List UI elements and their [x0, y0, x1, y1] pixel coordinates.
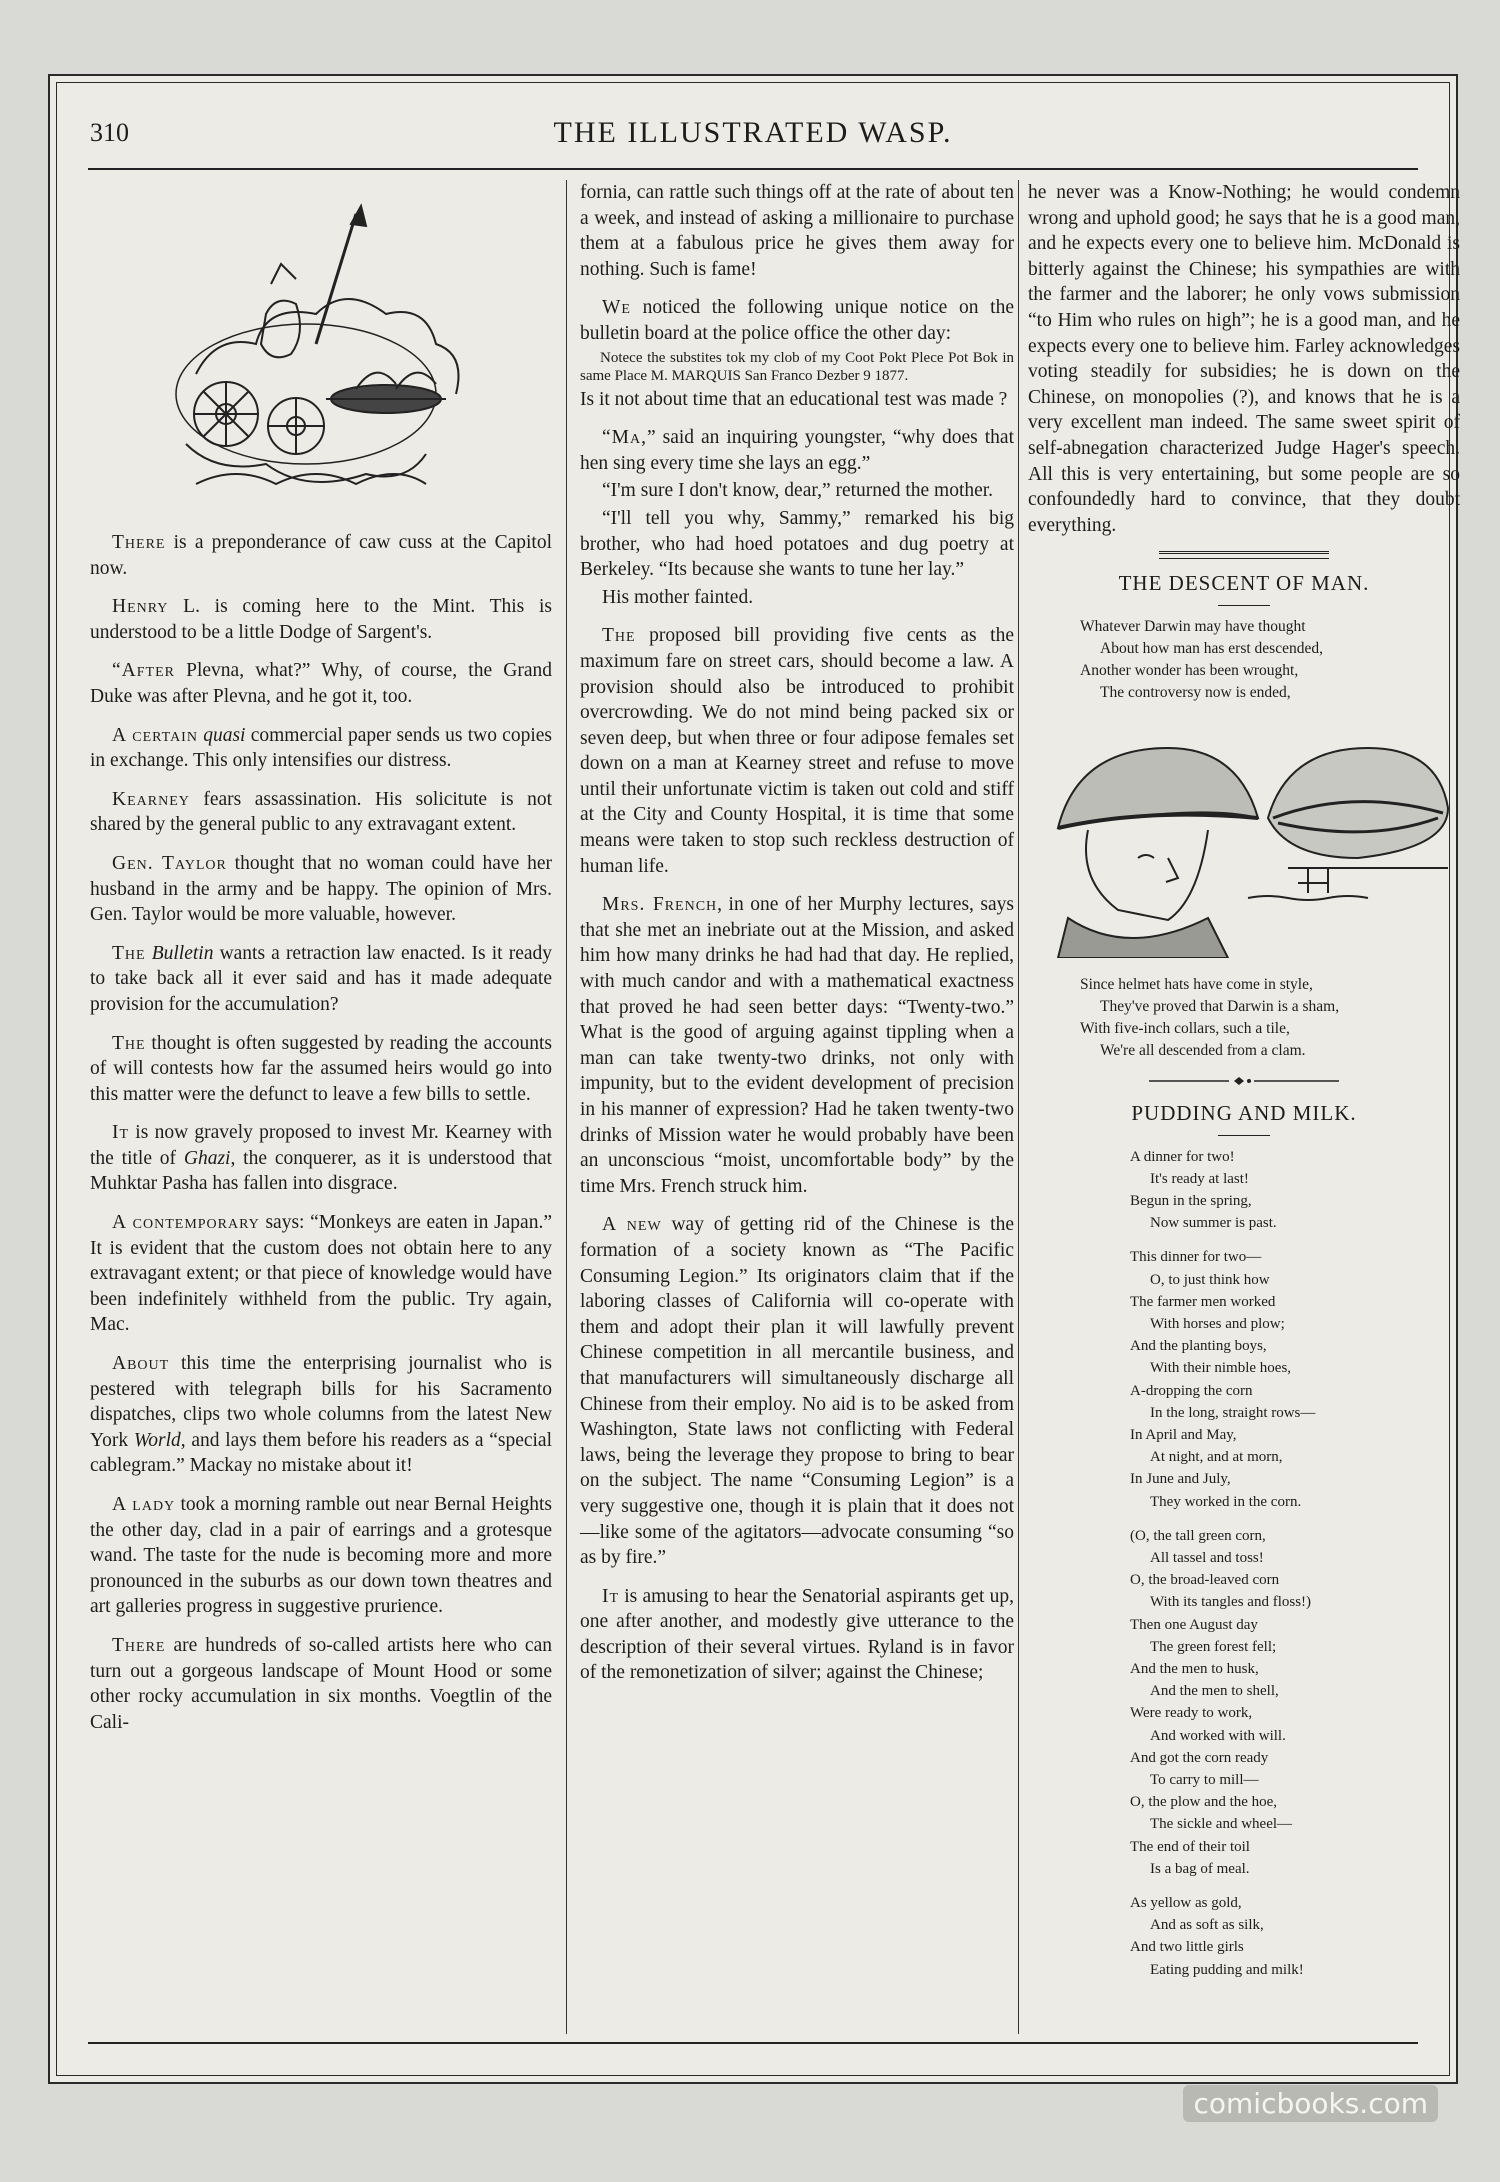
newspaper-page — [48, 74, 1458, 2084]
poem-line: Then one August day — [1130, 1616, 1258, 1633]
poem-line: (O, the tall green corn, — [1130, 1527, 1266, 1544]
paragraph-text: way of getting rid of the Chinese is the formation of a society known as “The Pacific Consuming Legion.” Its originators claim that if the laboring classes of California will co-operate with them and adopt their plan it will lawfully prevent Chinese competition in all mercantile business, and that manufacturers will simultaneously discharge all Chinese from their employ. No aid is to be asked from Washington, State laws not conflicting with Federal laws, being the leverage they propose to bring to bear on the subject. The name “Consuming Legion” is a very suggestive one, though it is plain that it does not—like some of the agitators—advocate consuming “so as by fire.” — [580, 1214, 1014, 1569]
poem-line: We're all descended from a clam. — [1100, 1041, 1306, 1059]
poem-line: Another wonder has been wrought, — [1080, 661, 1299, 679]
lead-word: A certain — [112, 724, 198, 746]
paragraph — [90, 1351, 552, 1479]
ornament-rule-icon — [1149, 1076, 1339, 1086]
poem-line: With their nimble hoes, — [1150, 1360, 1292, 1377]
poem-line: In the long, straight rows— — [1150, 1404, 1316, 1421]
paragraph-text: is a preponderance of caw cuss at the Capitol now. — [90, 532, 552, 579]
poem-line: The sickle and wheel— — [1150, 1816, 1293, 1833]
lead-word: About — [112, 1353, 170, 1375]
lead-word: Henry — [112, 596, 169, 618]
footer-rule — [88, 2042, 1418, 2044]
paragraph-text: “I'll tell you why, Sammy,” remarked his big brother, who had hoed potatoes and dug poetry at Berkeley. “Its because she wants to tune her lay.” — [580, 507, 1014, 581]
poem-line: Now summer is past. — [1150, 1215, 1277, 1232]
lead-word: “After — [112, 660, 175, 682]
poem-stanza — [1130, 1525, 1460, 1880]
poem-line: About how man has erst descended, — [1100, 639, 1323, 657]
poem-line: A-dropping the corn — [1130, 1382, 1253, 1399]
poem-line: All tassel and toss! — [1150, 1549, 1264, 1566]
paragraph-text: fornia, can rattle such things off at the rate of about ten a week, and instead of asking a millionaire to purchase them at a fabulous price he gives them away for nothing. Such is fame! — [580, 182, 1014, 280]
paragraph — [90, 1633, 552, 1735]
lead-word: It — [112, 1122, 130, 1144]
poem-line: And as soft as silk, — [1150, 1917, 1264, 1934]
paragraph-text: are hundreds of so-called artists here who can turn out a gorgeous landscape of Mount Hood or some other rocky accumulation in six months. Voegtlin of the Cali- — [90, 1634, 552, 1733]
italic-term: Bulletin — [151, 942, 214, 964]
poem-line: O, to just think how — [1150, 1271, 1270, 1288]
page-number: 310 — [90, 118, 129, 147]
paragraph-text: is amusing to hear the Senatorial aspirants get up, one after another, and modestly give utterance to the description of their several virtues. Ryland is in favor of the remonetization of silver; against the Chinese; — [580, 1585, 1014, 1684]
lead-word: It — [602, 1585, 620, 1607]
poem-line: Were ready to work, — [1130, 1705, 1253, 1722]
paragraph-text: , and lays them before his readers as a “special cablegram.” Mackay no mistake about it! — [90, 1429, 552, 1477]
paragraph-text: , in one of her Murphy lectures, says that she met an inebriate out at the Mission, and asked him how many drinks he had had that day. He replied, with much candor and with a mathematical exactness that proved he had seen better days: “Twenty-two.” What is the good of arguing against tippling when a man can take twenty-two drinks, not only with impunity, but to the evident development of precision in his manner of expression? Had he taken twenty-two drinks of Mission water he would probably have been an unconscious “moist, uncomfortable body” by the time Mrs. French struck him. — [580, 894, 1015, 1197]
paragraph — [580, 425, 1014, 476]
poem-line: And worked with will. — [1150, 1727, 1286, 1744]
paragraph-text: “I'm sure I don't know, dear,” returned the mother. — [602, 480, 994, 502]
paragraph-text: Is it not about time that an educational test was made ? — [580, 388, 1008, 410]
header-rule — [88, 168, 1418, 170]
lead-word: The — [112, 942, 146, 964]
lead-word: We — [602, 297, 631, 319]
chariot-illustration — [156, 194, 486, 514]
lead-word: Mrs. French — [602, 894, 718, 916]
poem-line: They worked in the corn. — [1150, 1493, 1302, 1510]
paragraph-text: took a morning ramble out near Bernal Heights the other day, clad in a pair of earrings and a grotesque wand. The taste for the nude is becoming more and more pronounced in the suburbs as our down town theatres and art galleries progress in suggestive prurience. — [90, 1494, 553, 1618]
poem-line: And the men to husk, — [1130, 1660, 1259, 1677]
paragraph — [580, 1212, 1014, 1570]
poem-line: As yellow as gold, — [1130, 1895, 1242, 1911]
paragraph — [90, 1120, 552, 1197]
poem-stanza — [1130, 1892, 1460, 1981]
poem-line: The green forest fell; — [1150, 1638, 1277, 1655]
watermark-logo: comicbooks.com — [1183, 2085, 1438, 2122]
poem-line: Since helmet hats have come in style, — [1080, 975, 1313, 993]
paragraph-text: proposed bill providing five cents as the maximum fare on street cars, should become a law. A provision should also be introduced to prohibit overcrowding. We do not mind being packed six or seven deep, but when three or four adipose females set down on a man at Kearney street and refuse to move until their unfortunate victim is taken out cold and stiff at the City and County Hospital, it is time that some means were taken to stop such reckless destruction of human life. — [580, 625, 1014, 877]
italic-term: World — [133, 1429, 181, 1451]
title-rule — [1218, 1135, 1270, 1136]
paragraph-text: thought is often suggested by reading the accounts of will contests how far the assumed heirs would go into this matter were the defunct to leave a few bills to settle. — [90, 1032, 552, 1105]
title-rule — [1218, 605, 1270, 606]
poem-line: In June and July, — [1130, 1471, 1231, 1488]
section-divider — [1159, 551, 1329, 559]
poem-line: Eating pudding and milk! — [1150, 1961, 1304, 1978]
poem-line: With five-inch collars, such a tile, — [1080, 1019, 1290, 1037]
paragraph — [90, 723, 552, 774]
poem-line: A dinner for two! — [1130, 1148, 1235, 1165]
lead-word: The — [602, 625, 636, 647]
page-header — [50, 114, 1456, 158]
paragraph — [90, 851, 552, 928]
paragraph — [90, 1492, 552, 1620]
paragraph-text: wants a retraction law enacted. Is it ready to take back all it ever said and has it made adequate provision for the accumulation? — [90, 942, 552, 1015]
poem-line: And got the corn ready — [1130, 1749, 1269, 1766]
paragraph-text: noticed the following unique notice on the bulletin board at the police office the other day: — [580, 297, 1014, 344]
paragraph — [580, 1584, 1014, 1686]
paragraph — [90, 941, 552, 1018]
paragraph-text: this time the enterprising journalist who is pestered with telegraph bills for his Sacramento dispatches, clips two whole columns from the latest New York — [90, 1353, 552, 1451]
paragraph — [90, 594, 552, 645]
poem-line: The farmer men worked — [1130, 1293, 1276, 1310]
lead-word: “Ma, — [602, 427, 647, 449]
column-1 — [90, 180, 552, 1748]
poem-descent-stanza-2 — [1080, 974, 1460, 1062]
poem-line: Is a bag of meal. — [1150, 1860, 1250, 1877]
lead-word: A lady — [112, 1494, 176, 1515]
paragraph-text: fears assassination. His solicitute is not shared by the general public to any extravagant extent. — [90, 788, 552, 836]
masthead-title: THE ILLUSTRATED WASP. — [553, 116, 953, 149]
paragraph-text: , the conquerer, as it is understood that Muhktar Pasha has fallen into disgrace. — [90, 1147, 552, 1195]
poem-title-descent: THE DESCENT OF MAN. — [1118, 571, 1370, 596]
poem-line: The controversy now is ended, — [1100, 683, 1291, 701]
poem-line: And two little girls — [1130, 1939, 1244, 1956]
poem-line: To carry to mill— — [1150, 1771, 1259, 1788]
lead-word: The — [112, 1032, 146, 1054]
poem-line: And the men to shell, — [1150, 1683, 1279, 1700]
quoted-notice: Notece the substites tok my clob of my Coot Pokt Plece Pot Bok in same Place M. MARQUIS San Franco Dezber 9 1877. — [580, 349, 1014, 384]
helmet-clam-illustration — [1028, 718, 1460, 958]
poem-stanza — [1130, 1146, 1460, 1235]
lead-word: There — [112, 532, 166, 553]
ornament-divider — [1149, 1076, 1339, 1087]
poem-line: O, the plow and the hoe, — [1130, 1794, 1278, 1811]
poem-line: This dinner for two— — [1130, 1249, 1262, 1266]
column-divider — [566, 180, 567, 2034]
paragraph — [90, 1210, 552, 1338]
paragraph-text: says: “Monkeys are eaten in Japan.” It is evident that the custom does not obtain here to any extravagant extent; or that piece of knowledge would have been indefinitely withheld from the public. Try again, Mac. — [90, 1212, 552, 1336]
paragraph-text: thought that no woman could have her husband in the army and be happy. The opinion of Mrs. Gen. Taylor would be more valuable, however. — [90, 852, 552, 926]
column-divider — [1018, 180, 1019, 2034]
poem-line: At night, and at morn, — [1150, 1449, 1283, 1466]
poem-line: O, the broad-leaved corn — [1130, 1572, 1280, 1589]
paragraph — [580, 295, 1014, 346]
lead-word: A contemporary — [112, 1212, 260, 1234]
poem-descent-stanza-1 — [1080, 616, 1460, 704]
paragraph — [580, 623, 1014, 879]
paragraph — [90, 1031, 552, 1108]
poem-title-pudding: PUDDING AND MILK. — [1131, 1100, 1357, 1125]
poem-line: With its tangles and floss!) — [1150, 1594, 1312, 1611]
paragraph-text: L. is coming here to the Mint. This is understood to be a little Dodge of Sargent's. — [90, 596, 552, 643]
lead-word: A new — [602, 1214, 662, 1236]
paragraph-text: His mother fainted. — [602, 586, 754, 608]
paragraph-text: is now gravely proposed to invest Mr. Kearney with the title of — [90, 1122, 552, 1169]
lead-word: There — [112, 1634, 166, 1656]
poem-line: With horses and plow; — [1150, 1315, 1285, 1332]
poem-line: They've proved that Darwin is a sham, — [1100, 997, 1340, 1015]
poem-line: It's ready at last! — [1150, 1170, 1249, 1187]
italic-term: Ghazi — [183, 1147, 231, 1169]
column-2 — [580, 180, 1014, 1699]
lead-word: Gen. Taylor — [112, 852, 227, 874]
paragraph — [90, 787, 552, 838]
poem-pudding-and-milk — [1130, 1146, 1460, 1981]
paragraph — [580, 892, 1014, 1199]
poem-line: And the planting boys, — [1130, 1338, 1267, 1355]
italic-term: quasi — [203, 724, 246, 746]
paragraph-text: he never was a Know-Nothing; he would condemn wrong and uphold good; he says that he is a good man, and he expects every one to believe him. McDonald is bitterly against the Chinese; his sympathies are with the farmer and the laborer; he only vows submission “to Him who rules on high”; he is a good man, and he expects every one to believe him. Farley acknowledges voting steadily for subsidies; he is down on the Chinese, on monopolies (?), and knows that he is a very excellent man indeed. The same sweet spirit of self-abnegation characterized Judge Hager's speech. All this is very entertaining, but some people are so confoundedly hard to convince, that they doubt everything. — [1028, 182, 1460, 536]
column-3 — [1028, 180, 1460, 1993]
paragraph-text: Plevna, what?” Why, of course, the Grand Duke was after Plevna, and he got it, too. — [90, 660, 552, 707]
paragraph-text: ” said an inquiring youngster, “why does that hen sing every time she lays an egg.” — [580, 427, 1014, 474]
lead-word: Kearney — [112, 788, 190, 810]
poem-line: In April and May, — [1130, 1426, 1237, 1443]
paragraph — [90, 530, 552, 581]
poem-stanza — [1130, 1246, 1460, 1512]
paragraph — [90, 658, 552, 709]
poem-line: Begun in the spring, — [1130, 1192, 1252, 1209]
poem-line: The end of their toil — [1130, 1838, 1250, 1855]
poem-line: Whatever Darwin may have thought — [1080, 617, 1306, 635]
paragraph-text: commercial paper sends us two copies in exchange. This only intensifies our distress. — [90, 724, 552, 772]
